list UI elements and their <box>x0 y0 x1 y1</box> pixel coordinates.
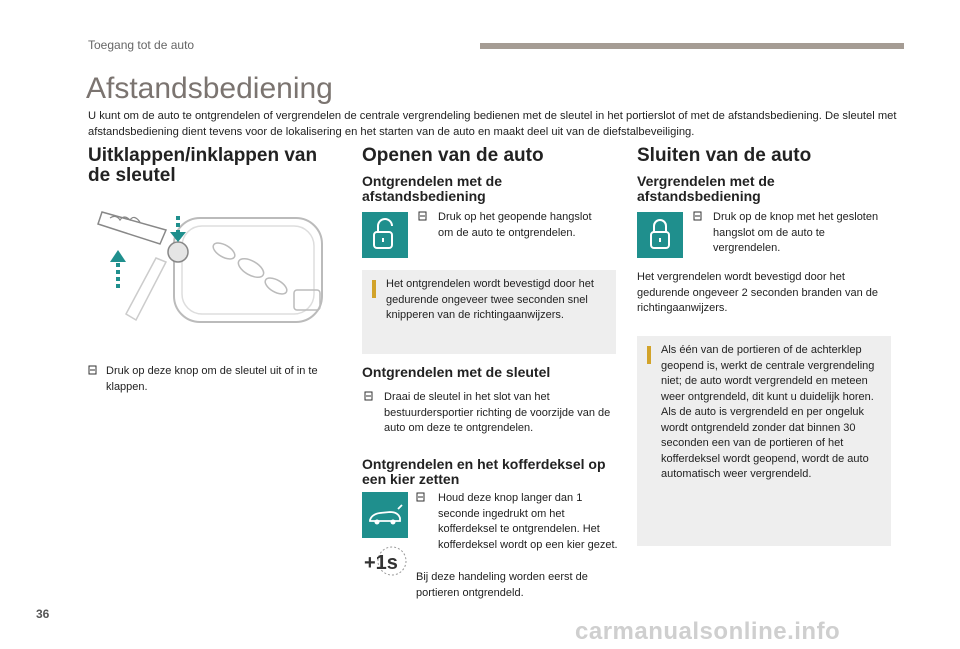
arrow-bullet-icon <box>693 210 703 228</box>
car-trunk-icon <box>362 492 408 538</box>
section-label: Toegang tot de auto <box>88 38 195 52</box>
col3-note-text: Als één van de portieren of de achterklep geopend is, werkt de centrale vergrendeling niet; de auto wordt vergrendeld en meteen weer ontgrendeld, dit kunt u duidelijk horen. Als de auto is vergrendeld en per ongeluk wordt ontgrendeld zonder dat binnen 30 seconden een van de portieren of het kofferdeksel wordt geopend, wordt de auto automatisch weer vergrendeld. <box>661 344 875 480</box>
note-bar <box>372 280 376 298</box>
col2-bullet1-text: Druk op het geopende hangslot om de auto te ontgrendelen. <box>438 211 592 239</box>
page-title: Afstandsbediening <box>86 72 333 105</box>
col2-sub1-text: Ontgrendelen met de afstandsbediening <box>362 173 503 204</box>
arrow-bullet-icon <box>416 491 426 509</box>
col1-bullet <box>88 364 338 395</box>
col3-sub1-text: Vergrendelen met de afstandsbediening <box>637 173 775 204</box>
col2-bullet2 <box>364 390 612 437</box>
col1-bullet-text: Druk op deze knop om de sleutel uit of in te klappen. <box>106 365 318 393</box>
header-rule <box>480 43 904 49</box>
col3-bullet1 <box>693 210 889 257</box>
col2-heading-text: Openen van de auto <box>362 145 544 166</box>
intro-text: U kunt om de auto te ontgrendelen of vergrendelen de centrale vergrendeling bedienen met de sleutel in het portierslot of met de afstandsbediening. De sleutel met afstandsbediening dient tevens voor de lokalisering en het starten van de auto en maakt deel uit van de diefstalbeveiliging. <box>88 110 897 138</box>
col2-para3: Bij deze handeling worden eerst de portieren ontgrendeld. <box>416 571 588 599</box>
col3-heading-text: Sluiten van de auto <box>637 145 812 166</box>
col3-para1: Het vergrendelen wordt bevestigd door het gedurende ongeveer 2 seconden branden van de richtingaanwijzers. <box>637 271 878 314</box>
col2-bullet3 <box>416 491 618 553</box>
arrow-bullet-icon <box>364 390 374 408</box>
key-illustration <box>96 196 334 346</box>
col1-heading <box>88 146 328 186</box>
col2-note <box>362 270 616 354</box>
col2-sub3-text: Ontgrendelen en het kofferdeksel op een kier zetten <box>362 456 606 487</box>
col2-sub3 <box>362 457 616 487</box>
col1-heading-text: Uitklappen/inklappen van de sleutel <box>88 145 318 186</box>
arrow-bullet-icon <box>88 364 98 382</box>
col3-sub1 <box>637 174 891 204</box>
note-bar <box>647 346 651 364</box>
col2-heading <box>362 146 612 166</box>
col2-note-text: Het ontgrendelen wordt bevestigd door het gedurende ongeveer twee seconden snel knipperen van de richtingaanwijzers. <box>386 278 594 321</box>
lock-padlock-icon <box>637 212 683 258</box>
arrow-bullet-icon <box>418 210 428 228</box>
col2-sub2-text: Ontgrendelen met de sleutel <box>362 364 551 380</box>
col3-note <box>637 336 891 546</box>
col2-sub1 <box>362 174 612 204</box>
col2-sub2 <box>362 365 612 380</box>
col2-bullet3-text: Houd deze knop langer dan 1 seconde ingedrukt om het kofferdeksel te ontgrendelen. Het kofferdeksel wordt op een kier gezet. <box>438 492 618 551</box>
page-number: 36 <box>36 607 50 621</box>
unlock-padlock-icon <box>362 212 408 258</box>
col2-bullet1 <box>418 210 608 241</box>
timer-label: +1s <box>364 552 398 574</box>
col3-bullet1-text: Druk op de knop met het gesloten hangslot om de auto te vergrendelen. <box>713 211 879 254</box>
col2-bullet2-text: Draai de sleutel in het slot van het bestuurdersportier richting de voorzijde van de auto om deze te ontgrendelen. <box>384 391 611 434</box>
watermark: carmanualsonline.info <box>575 618 841 645</box>
timer-1s-icon <box>362 544 408 578</box>
col3-heading <box>637 146 891 166</box>
